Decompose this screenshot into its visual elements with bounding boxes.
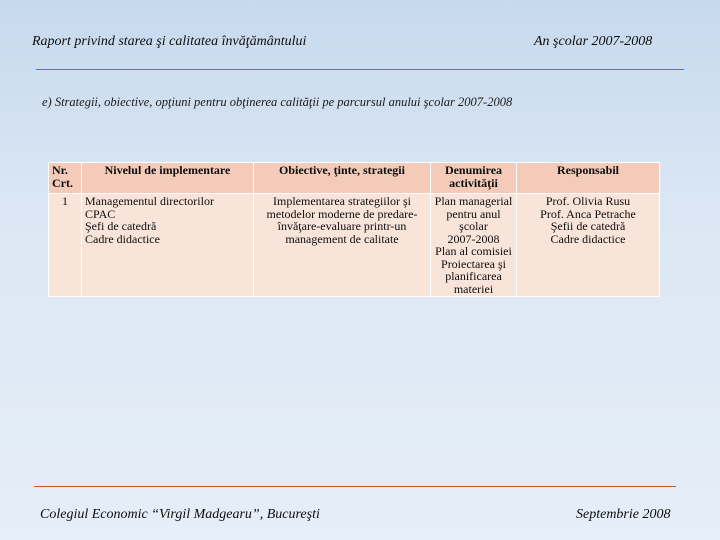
cell-denumire [431,194,517,297]
denumire-line: Plan managerial [434,194,513,208]
cell-nivel [82,194,254,297]
table-row [49,194,660,297]
col-header-responsabil: Responsabil [517,163,660,194]
footer-divider [34,486,676,487]
responsabil-line: Cadre didactice [550,231,626,246]
section-heading: e) Strategii, obiective, opţiuni pentru obţinerea calităţii pe parcursul anului şcolar 2007-2008 [42,95,513,109]
denumire-line: 2007-2008 [447,231,500,246]
col-header-obiective: Obiective, ţinte, strategii [254,163,431,194]
responsabil-line: Prof. Anca Petrache [540,206,636,221]
nivel-line: CPAC [85,206,116,221]
nivel-line: Şefi de catedră [85,219,157,233]
obiective-line: învăţare-evaluare printr-un [277,219,407,233]
obiective-line: Implementarea strategiilor şi [273,194,411,208]
cell-obiective [254,194,431,297]
responsabil-line: Şefii de catedră [550,219,626,233]
cell-nr: 1 [49,194,82,297]
responsabil-line: Prof. Olivia Rusu [545,194,631,208]
implementation-table [48,162,660,297]
denumire-line: Plan al comisiei [435,244,512,258]
col-header-denumire: Denumirea activităţii [431,163,517,194]
denumire-line: Proiectarea şi [441,256,506,271]
obiective-line: management de calitate [285,231,399,246]
nivel-line: Cadre didactice [85,231,160,246]
school-year: An şcolar 2007-2008 [534,34,653,49]
header-divider [36,69,684,70]
cell-responsabil [517,194,660,297]
nivel-line: Managementul directorilor [85,194,214,208]
denumire-line: pentru anul şcolar [446,206,501,233]
report-title: Raport privind starea şi calitatea învăţământului [32,34,307,49]
denumire-line: materiei [453,281,494,296]
table-header-row [49,163,660,194]
report-date: Septembrie 2008 [576,507,671,522]
denumire-line: planificarea [445,269,502,283]
col-header-nr: Nr. Crt. [49,163,82,194]
school-name: Colegiul Economic “Virgil Madgearu”, Bucureşti [40,507,320,522]
col-header-nivel: Nivelul de implementare [82,163,254,194]
obiective-line: metodelor moderne de predare- [266,206,418,221]
